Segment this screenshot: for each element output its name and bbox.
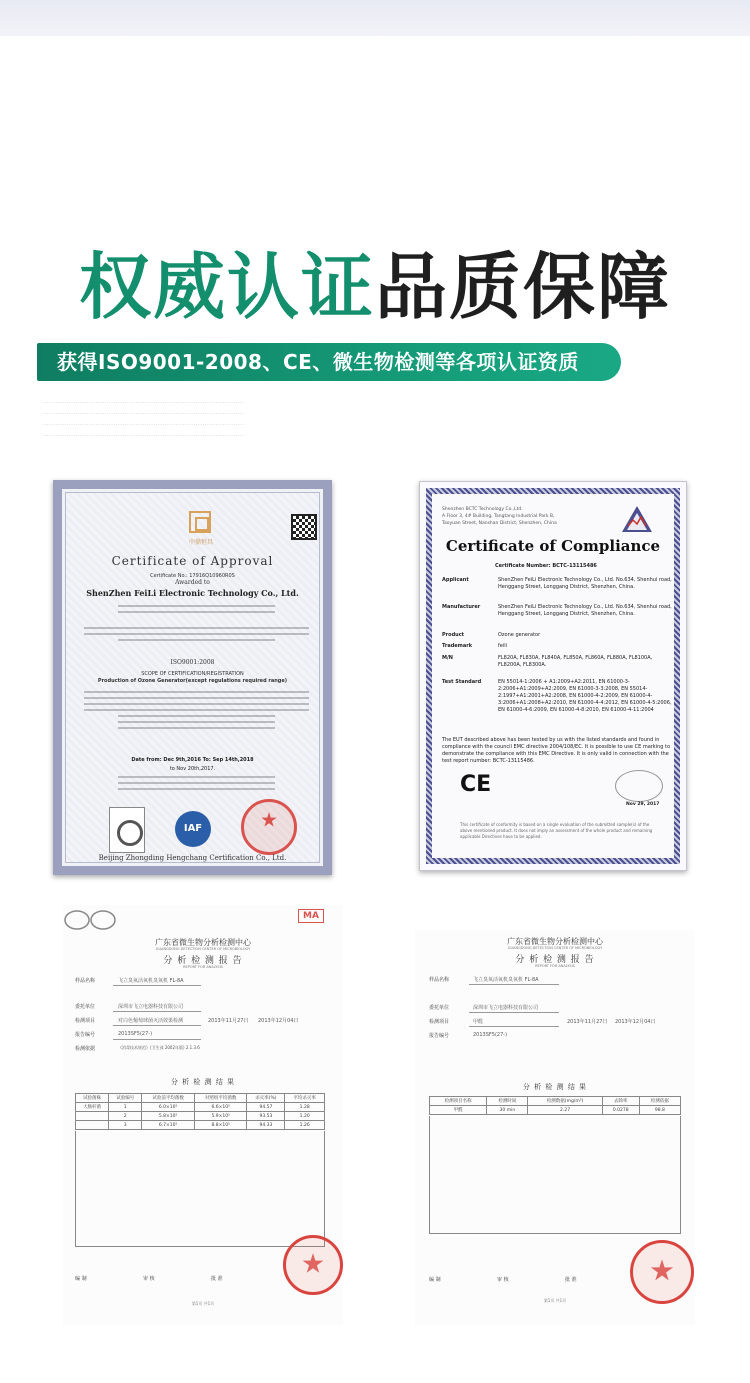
table-cell: 1: [109, 1103, 142, 1112]
sign-label-editor: 编 制: [429, 1277, 441, 1283]
field-underline: [469, 984, 559, 985]
report-date: 2013年12月04日: [258, 1018, 299, 1024]
page-number: 第1页 共1页: [543, 1298, 567, 1303]
table-cell: 6.0×10⁵: [142, 1103, 195, 1112]
field-value: 深圳市飞立电器科技有限公司: [473, 1005, 539, 1011]
faded-background-text: ··························································································· ··························································································· ··························································································· ···························································································: [42, 399, 245, 440]
table-cell: 2.27: [528, 1106, 602, 1115]
lab-address-line: Shenzhen BCTC Technology Co.,Ltd.: [442, 507, 523, 512]
header-cell: 对照组平均菌数: [194, 1094, 247, 1103]
awarded-to: Awarded to: [175, 579, 210, 586]
certifier-logo-icon: [189, 511, 211, 533]
red-seal-stamp-icon: [283, 1235, 343, 1295]
ce-mark: CE: [460, 772, 492, 797]
test-report-1: [63, 905, 343, 1325]
report-title: 分 析 检 测 报 告: [163, 956, 243, 966]
header-cell: 检测数据(mg/m³): [528, 1097, 602, 1106]
field-value: 2013SF5(27-): [118, 1031, 153, 1037]
header-cell: 平均杀灭率: [285, 1094, 325, 1103]
field-underline: [113, 1039, 201, 1040]
qr-code-icon: [291, 514, 317, 540]
red-seal-stamp-icon: [241, 799, 297, 855]
header-cell: 去除率: [602, 1097, 639, 1106]
conditions-lines: [84, 691, 309, 733]
row-value: feili: [498, 643, 508, 649]
page-number: 第1页 共1页: [191, 1301, 215, 1306]
header-cell: 试验菌株: [76, 1094, 109, 1103]
field-underline: [113, 1025, 201, 1026]
table-cell: 5.8×10⁵: [142, 1112, 195, 1121]
validity-dates: Date from: Dec 9th,2016 To: Sep 14th,2018: [131, 757, 254, 763]
compliance-footer: This certificate of conformity is based on a single evaluation of the submitted sample(s) of the above mentioned product. It does not imply an assessment of the whole product and remaining applicable Directives have to be applied.: [460, 822, 653, 839]
table-row: [76, 1121, 325, 1130]
table-row: [430, 1106, 681, 1115]
sign-label-editor: 编 制: [75, 1276, 87, 1282]
scope-text: Production of Ozone Generator(except regulations required range): [97, 678, 288, 684]
certificate-number: Certificate No.: 17916Q10960R0S: [150, 573, 235, 579]
company-name: ShenZhen FeiLi Electronic Technology Co., Ltd.: [86, 588, 299, 598]
row-value: Ozone generator: [498, 632, 541, 638]
table-row: [76, 1103, 325, 1112]
report-date: 2013年12月04日: [615, 1019, 656, 1025]
certificate-number: Certificate Number: BCTC-13115486: [495, 563, 597, 569]
table-cell: 甲醛: [430, 1106, 487, 1115]
table-header-row: [76, 1094, 325, 1103]
red-seal-stamp-icon: [630, 1240, 694, 1304]
field-value: 甲醛: [473, 1019, 484, 1025]
header-cell: 试验编号: [109, 1094, 142, 1103]
field-key: 检测项目: [429, 1019, 450, 1025]
row-value: ShenZhen FeiLi Electronic Technology Co., Ltd. No.634, Shenhui road, Henggang Street, Longgang District, Shenzhen, China.: [498, 604, 672, 617]
field-key: 委托单位: [75, 1004, 96, 1010]
table-cell: 6.6×10⁵: [194, 1103, 247, 1112]
table-cell: [76, 1112, 109, 1121]
test-report-2: [415, 930, 695, 1325]
row-key: M/N: [442, 655, 453, 661]
results-table-body: [429, 1116, 681, 1234]
cma-logo-icon: MA: [298, 909, 324, 923]
field-value: 《消毒技术规范》(卫生部 2002年版) 2.1.3.6: [118, 1045, 200, 1050]
row-value: ShenZhen FeiLi Electronic Technology Co., Ltd. No.634, Shenhui road, Henggang Street, Longgang District, Shenzhen, China.: [498, 577, 672, 590]
sign-label-approver: 批 准: [565, 1277, 577, 1283]
report-org-en: GUANGDONG DETECTION CENTER OF MICROBIOLOGY: [155, 947, 251, 951]
table-cell: 3: [109, 1121, 142, 1130]
field-underline: [113, 985, 201, 986]
sign-label-verifier: 审 核: [497, 1277, 509, 1283]
row-value: EN 55014-1:2006 + A1:2009+A2:2011, EN 61000-3-2:2006+A1:2009+A2:2009, EN 61000-3-3:2008, EN 55014-2:1997+A1:2001+A2:2008, EN 61000-4-2:2009, EN 61000-4-3:2006+A1:2008+A2:2010, EN 61000-4-4:2012, EN 61000-4-5:2006, EN 61000-4-6:2009, EN 61000-4-8:2010, EN 61000-4-11:2004: [498, 679, 672, 713]
sign-label-approver: 批 准: [211, 1276, 223, 1282]
table-cell: 6.7×10⁵: [142, 1121, 195, 1130]
table-cell: [76, 1121, 109, 1130]
field-value: 深圳市飞立电器科技有限公司: [118, 1004, 184, 1010]
field-value: 对白色葡萄球菌灭活效果检测: [118, 1018, 184, 1024]
bctc-logo-icon: [620, 504, 654, 534]
field-key: 报告编号: [429, 1033, 450, 1039]
table-cell: 1.20: [285, 1112, 325, 1121]
table-cell: 94.33: [247, 1121, 285, 1130]
lab-address-line: Taoyuan Street, Nanshan District, Shenzhen, China: [442, 521, 557, 526]
lab-address: [442, 506, 602, 527]
field-value: 2013SF5(27-): [473, 1032, 508, 1038]
validity-end: to Nov 20th,2017.: [169, 766, 216, 772]
table-header-row: [430, 1097, 681, 1106]
test-date: 2013年11月27日: [567, 1019, 608, 1025]
signature-seal-icon: [615, 770, 663, 802]
certificate-approval: [53, 480, 332, 875]
table-cell: 98.8: [639, 1106, 680, 1115]
row-key: Product: [442, 632, 465, 638]
report-org: 广东省微生物分析检测中心: [507, 937, 603, 946]
row-value: FL820A, FL830A, FL840A, FL850A, FL860A, FL880A, FL8100A, FL8200A, FL8300A.: [498, 655, 653, 668]
field-underline: [113, 1011, 201, 1012]
table-row: [76, 1112, 325, 1121]
headline-part2: 品质保障: [375, 245, 672, 329]
certificate-compliance: [419, 481, 687, 871]
report-title: 分 析 检 测 报 告: [515, 955, 595, 965]
table-cell: 1.26: [285, 1121, 325, 1130]
statement-text: The EUT described above has been tested by us with the listed standards and found in compliance with the council EMC directive 2004/108/EC. It is possible to use CE marking to demonstrate the compliance with this EMC Directive. It is only valid in connection with the test report number: BCTC-13115486.: [442, 737, 671, 764]
certifier-logo-text: 中鼎恒昌: [188, 539, 213, 546]
headline: [0, 247, 750, 327]
certificate-title: Certificate of Approval: [111, 554, 274, 568]
report-title-en: REPORT FOR ANALYSIS: [535, 964, 575, 968]
field-key: 检测项目: [75, 1018, 96, 1024]
field-key: 报告编号: [75, 1032, 96, 1038]
header-cell: 试验前平均菌数: [142, 1094, 195, 1103]
table-cell: 0.0278: [602, 1106, 639, 1115]
table-cell: 5.9×10⁵: [194, 1112, 247, 1121]
lab-address-line: A Floor 3, 4# Building, Tangtang Industrial Park B,: [442, 514, 555, 519]
top-band: [0, 0, 750, 36]
table-cell: 94.57: [247, 1103, 285, 1112]
report-org: 广东省微生物分析检测中心: [155, 938, 251, 947]
field-value: 飞立臭氧活氧机臭氧机 FL-8A: [118, 978, 184, 984]
field-underline: [469, 1026, 559, 1027]
row-key: Manufacturer: [442, 604, 481, 610]
field-key: 样品名称: [429, 977, 450, 983]
header-cell: 检测依据: [639, 1097, 680, 1106]
field-underline: [469, 1012, 559, 1013]
iaf-badge: IAF: [175, 811, 211, 847]
certificate-title: Certificate of Compliance: [445, 537, 661, 555]
results-table: [75, 1093, 325, 1130]
headline-part1: 权威认证: [78, 245, 375, 329]
header-cell: 杀灭率(%): [247, 1094, 285, 1103]
report-title-en: REPORT FOR ANALYSIS: [183, 965, 223, 969]
standard: ISO9001:2008: [170, 659, 215, 666]
cnas-logo-icon: [63, 907, 118, 933]
field-key: 样品名称: [75, 978, 96, 984]
results-table-body: [75, 1131, 325, 1247]
accreditation-badge-icon: [109, 807, 145, 853]
field-value: 飞立臭氧活氧机臭氧机 FL-8A: [473, 977, 539, 983]
sign-date: Nov 29, 2017: [626, 802, 660, 807]
footer-lines: [84, 776, 309, 794]
header-cell: 检测项目名称: [430, 1097, 487, 1106]
table-cell: 2: [109, 1112, 142, 1121]
results-title: 分 析 检 测 结 果: [522, 1083, 588, 1091]
table-cell: 1.28: [285, 1103, 325, 1112]
field-key: 委托单位: [429, 1005, 450, 1011]
results-table: [429, 1096, 681, 1115]
subtitle-bar: [37, 343, 621, 381]
row-key: Test Standard: [442, 679, 482, 685]
sign-label-verifier: 审 核: [143, 1276, 155, 1282]
scope-title: SCOPE OF CERTIFICATION/REGISTRATION: [141, 671, 244, 677]
table-cell: 大肠杆菌: [76, 1103, 109, 1112]
statement: [442, 737, 672, 765]
table-cell: 93.53: [247, 1112, 285, 1121]
report-org-en: GUANGDONG DETECTION CENTER OF MICROBIOLOGY: [507, 946, 603, 950]
subtitle-text: 获得ISO9001-2008、CE、微生物检测等各项认证资质: [57, 350, 579, 374]
table-cell: 30 min: [487, 1106, 528, 1115]
row-key: Applicant: [442, 577, 469, 583]
row-key: Trademark: [442, 643, 473, 649]
table-cell: 8.8×10⁵: [194, 1121, 247, 1130]
certificate-approval-border: [65, 492, 320, 863]
body-text-lines: [84, 627, 309, 645]
header-cell: 检测时间: [487, 1097, 528, 1106]
test-date: 2013年11月27日: [208, 1018, 249, 1024]
address-lines: [84, 605, 309, 617]
field-key: 检测依据: [75, 1046, 96, 1052]
results-title: 分 析 检 测 结 果: [170, 1078, 236, 1086]
certifier-name: Beijing Zhongding Hengchang Certification Co., Ltd.: [98, 854, 287, 862]
